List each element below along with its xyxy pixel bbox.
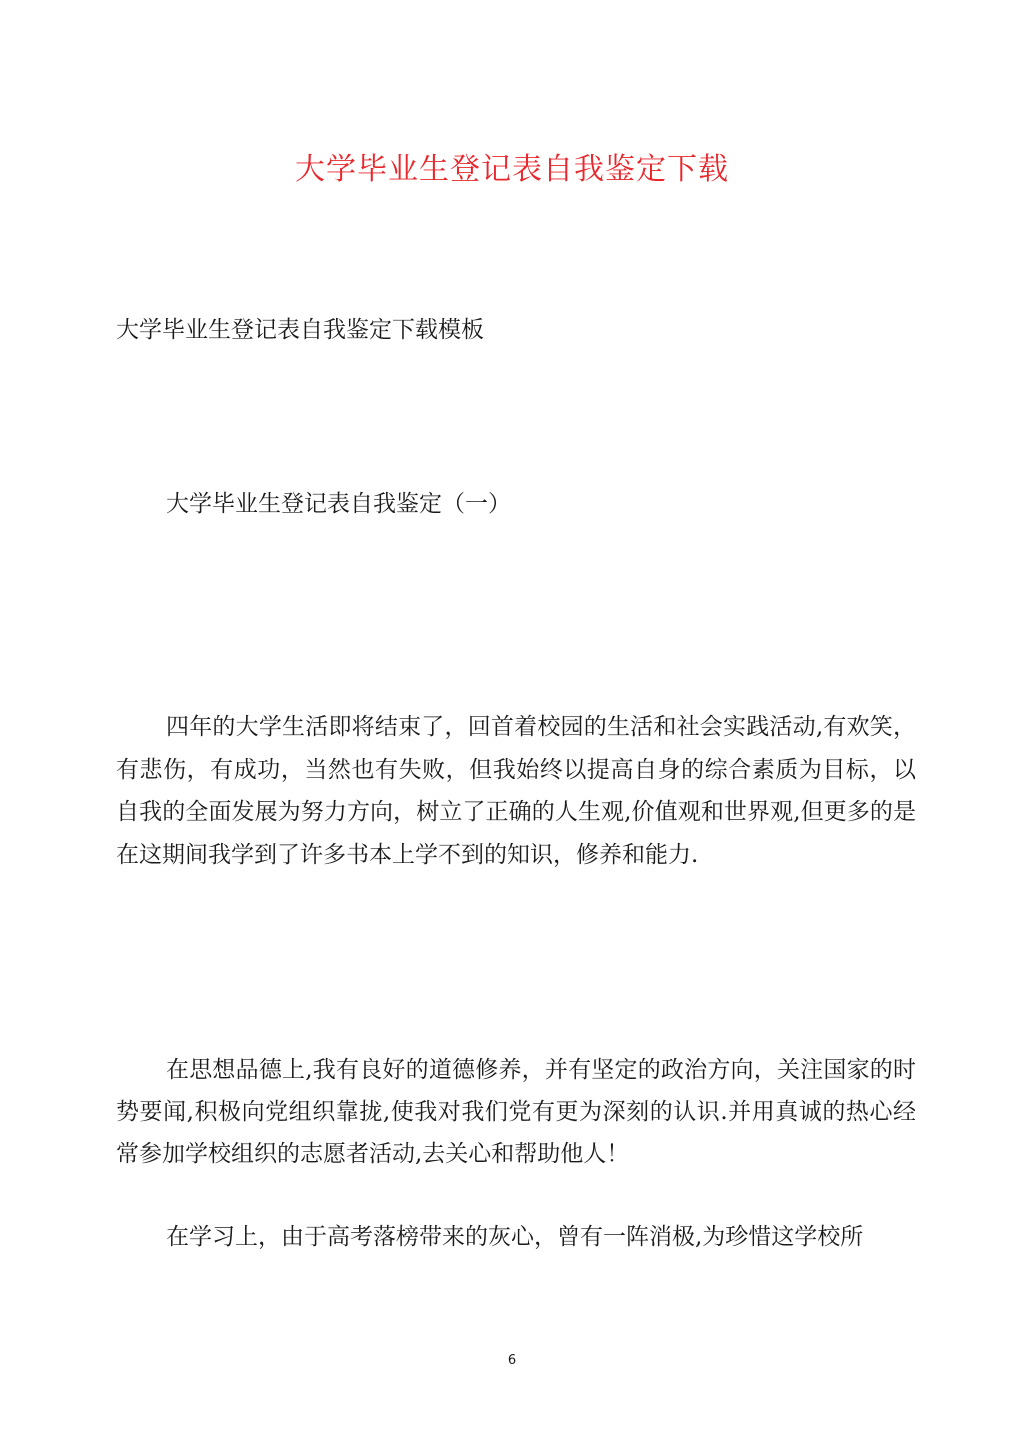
page-number: 6	[507, 1353, 517, 1368]
document-subtitle: 大学毕业生登记表自我鉴定下载模板	[116, 317, 484, 343]
paragraph-2: 在思想品德上,我有良好的道德修养，并有坚定的政治方向，关注国家的时势要闻,积极向党组织靠拢,使我对我们党有更为深刻的认识.并用真诚的热心经常参加学校组织的志愿者活动,去关心和帮助他人！	[116, 1057, 916, 1167]
section-heading: 大学毕业生登记表自我鉴定（一）	[166, 491, 511, 517]
document-title: 大学毕业生登记表自我鉴定下载	[295, 152, 729, 187]
paragraph-1: 四年的大学生活即将结束了，回首着校园的生活和社会实践活动,有欢笑，有悲伤，有成功，当然也有失败，但我始终以提高自身的综合素质为目标，以自我的全面发展为努力方向，树立了正确的人生观,价值观和世界观,但更多的是在这期间我学到了许多书本上学不到的知识，修养和能力.	[116, 714, 916, 868]
paragraph-3: 在学习上，由于高考落榜带来的灰心，曾有一阵消极,为珍惜这学校所	[166, 1224, 864, 1250]
